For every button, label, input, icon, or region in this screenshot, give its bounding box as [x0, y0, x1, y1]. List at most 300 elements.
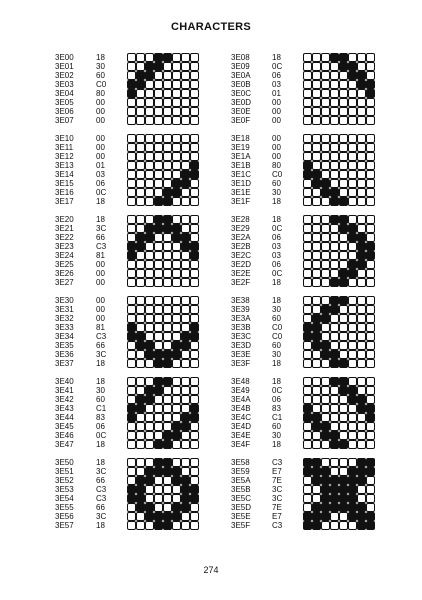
- pixel-off: [357, 377, 366, 386]
- pixel-off: [348, 431, 357, 440]
- hex-value: 30: [272, 305, 281, 314]
- address-label: 3E5A: [231, 476, 251, 485]
- pixel-on: [181, 170, 190, 179]
- pixel-on: [190, 170, 199, 179]
- hex-value: C3: [96, 485, 107, 494]
- pixel-off: [190, 197, 199, 206]
- pixel-off: [366, 332, 375, 341]
- pixel-off: [190, 476, 199, 485]
- pixel-off: [348, 80, 357, 89]
- pixel-on: [366, 404, 375, 413]
- address-label: 3E20: [55, 215, 74, 224]
- hex-value: 18: [96, 197, 105, 206]
- pixel-on: [348, 467, 357, 476]
- address-label: 3E00: [55, 53, 74, 62]
- pixel-off: [172, 98, 181, 107]
- pixel-off: [181, 404, 190, 413]
- pixel-off: [154, 413, 163, 422]
- pixel-off: [330, 332, 339, 341]
- pixel-off: [163, 341, 172, 350]
- pixel-off: [163, 107, 172, 116]
- pixel-on: [190, 404, 199, 413]
- pixel-off: [154, 260, 163, 269]
- pixel-off: [321, 359, 330, 368]
- hex-value: 00: [96, 152, 105, 161]
- pixel-off: [321, 260, 330, 269]
- pixel-off: [163, 260, 172, 269]
- pixel-off: [190, 116, 199, 125]
- pixel-on: [127, 323, 136, 332]
- hex-value: 00: [96, 98, 105, 107]
- pixel-off: [172, 89, 181, 98]
- address-label: 3E40: [55, 377, 74, 386]
- pixel-off: [190, 89, 199, 98]
- pixel-on: [330, 188, 339, 197]
- pixel-on: [136, 242, 145, 251]
- pixel-off: [348, 350, 357, 359]
- pixel-on: [172, 503, 181, 512]
- pixel-off: [321, 98, 330, 107]
- pixel-off: [366, 314, 375, 323]
- pixel-off: [181, 458, 190, 467]
- pixel-off: [330, 413, 339, 422]
- pixel-off: [348, 242, 357, 251]
- pixel-on: [154, 377, 163, 386]
- pixel-on: [348, 62, 357, 71]
- pixel-off: [330, 179, 339, 188]
- pixel-on: [321, 476, 330, 485]
- hex-value: 00: [272, 107, 281, 116]
- pixel-on: [145, 224, 154, 233]
- hex-value: 00: [96, 260, 105, 269]
- pixel-off: [330, 395, 339, 404]
- pixel-off: [312, 386, 321, 395]
- pixel-on: [321, 350, 330, 359]
- pixel-off: [154, 89, 163, 98]
- pixel-off: [357, 305, 366, 314]
- pixel-on: [145, 62, 154, 71]
- address-label: 3E4A: [231, 395, 251, 404]
- pixel-off: [348, 116, 357, 125]
- pixel-off: [330, 143, 339, 152]
- pixel-off: [330, 134, 339, 143]
- hex-value: C1: [272, 413, 283, 422]
- pixel-on: [172, 431, 181, 440]
- pixel-off: [145, 251, 154, 260]
- pixel-off: [330, 62, 339, 71]
- pixel-on: [154, 512, 163, 521]
- pixel-off: [145, 89, 154, 98]
- pixel-off: [303, 341, 312, 350]
- pixel-off: [330, 314, 339, 323]
- pixel-off: [339, 458, 348, 467]
- pixel-on: [154, 53, 163, 62]
- pixel-on: [312, 512, 321, 521]
- pixel-off: [145, 107, 154, 116]
- pixel-off: [154, 269, 163, 278]
- pixel-off: [172, 494, 181, 503]
- pixel-off: [136, 53, 145, 62]
- pixel-off: [154, 494, 163, 503]
- pixel-on: [181, 494, 190, 503]
- pixel-off: [127, 314, 136, 323]
- pixel-off: [127, 53, 136, 62]
- pixel-off: [303, 269, 312, 278]
- pixel-off: [163, 161, 172, 170]
- pixel-off: [163, 62, 172, 71]
- pixel-off: [366, 260, 375, 269]
- hex-value: 3C: [96, 350, 107, 359]
- pixel-on: [348, 503, 357, 512]
- pixel-off: [339, 89, 348, 98]
- pixel-off: [330, 251, 339, 260]
- pixel-off: [127, 269, 136, 278]
- pixel-off: [312, 359, 321, 368]
- address-label: 3E5D: [231, 503, 252, 512]
- hex-value: 00: [272, 116, 281, 125]
- pixel-off: [303, 143, 312, 152]
- pixel-off: [366, 197, 375, 206]
- address-label: 3E29: [231, 224, 250, 233]
- pixel-on: [163, 431, 172, 440]
- pixel-off: [145, 377, 154, 386]
- pixel-off: [136, 161, 145, 170]
- address-label: 3E55: [55, 503, 74, 512]
- address-label: 3E3F: [231, 359, 251, 368]
- pixel-on: [330, 440, 339, 449]
- pixel-off: [330, 341, 339, 350]
- pixel-on: [127, 413, 136, 422]
- pixel-off: [172, 485, 181, 494]
- pixel-off: [312, 197, 321, 206]
- pixel-off: [172, 116, 181, 125]
- pixel-off: [181, 53, 190, 62]
- pixel-off: [145, 116, 154, 125]
- pixel-off: [348, 323, 357, 332]
- pixel-off: [145, 494, 154, 503]
- pixel-off: [172, 386, 181, 395]
- pixel-on: [339, 485, 348, 494]
- pixel-off: [348, 98, 357, 107]
- hex-value: E7: [272, 512, 282, 521]
- hex-value: 18: [96, 377, 105, 386]
- pixel-on: [136, 80, 145, 89]
- pixel-off: [136, 107, 145, 116]
- pixel-off: [181, 314, 190, 323]
- pixel-on: [154, 440, 163, 449]
- pixel-off: [136, 512, 145, 521]
- pixel-off: [312, 485, 321, 494]
- pixel-off: [303, 503, 312, 512]
- pixel-off: [172, 215, 181, 224]
- pixel-off: [181, 359, 190, 368]
- pixel-off: [339, 404, 348, 413]
- pixel-off: [321, 440, 330, 449]
- pixel-off: [181, 215, 190, 224]
- pixel-on: [357, 80, 366, 89]
- pixel-off: [172, 521, 181, 530]
- pixel-off: [366, 422, 375, 431]
- pixel-on: [127, 494, 136, 503]
- pixel-off: [348, 359, 357, 368]
- pixel-off: [145, 269, 154, 278]
- pixel-on: [190, 494, 199, 503]
- pixel-off: [190, 233, 199, 242]
- pixel-off: [127, 431, 136, 440]
- pixel-off: [339, 431, 348, 440]
- pixel-off: [348, 215, 357, 224]
- hex-value: 00: [272, 152, 281, 161]
- pixel-off: [181, 152, 190, 161]
- pixel-on: [312, 314, 321, 323]
- pixel-off: [321, 215, 330, 224]
- hex-value: 18: [272, 197, 281, 206]
- address-label: 3E3D: [231, 341, 252, 350]
- hex-value: 03: [272, 80, 281, 89]
- pixel-off: [172, 170, 181, 179]
- pixel-off: [181, 296, 190, 305]
- pixel-off: [136, 269, 145, 278]
- pixel-on: [312, 179, 321, 188]
- pixel-on: [136, 404, 145, 413]
- pixel-off: [321, 521, 330, 530]
- pixel-off: [339, 251, 348, 260]
- pixel-off: [127, 503, 136, 512]
- hex-value: 00: [96, 296, 105, 305]
- pixel-off: [181, 134, 190, 143]
- pixel-on: [127, 332, 136, 341]
- address-label: 3E4E: [231, 431, 251, 440]
- pixel-on: [127, 485, 136, 494]
- pixel-off: [321, 296, 330, 305]
- pixel-off: [163, 116, 172, 125]
- pixel-off: [312, 494, 321, 503]
- pixel-on: [357, 458, 366, 467]
- pixel-off: [357, 89, 366, 98]
- address-label: 3E0C: [231, 89, 252, 98]
- pixel-off: [127, 71, 136, 80]
- pixel-off: [312, 296, 321, 305]
- address-label: 3E35: [55, 341, 74, 350]
- address-label: 3E30: [55, 296, 74, 305]
- hex-value: 00: [96, 314, 105, 323]
- pixel-off: [312, 305, 321, 314]
- pixel-off: [145, 278, 154, 287]
- address-label: 3E17: [55, 197, 74, 206]
- pixel-off: [330, 152, 339, 161]
- pixel-off: [145, 53, 154, 62]
- pixel-off: [145, 314, 154, 323]
- pixel-on: [303, 512, 312, 521]
- pixel-off: [145, 197, 154, 206]
- pixel-off: [136, 152, 145, 161]
- pixel-off: [348, 89, 357, 98]
- pixel-off: [190, 521, 199, 530]
- pixel-off: [339, 332, 348, 341]
- pixel-off: [136, 422, 145, 431]
- pixel-off: [172, 251, 181, 260]
- pixel-on: [348, 494, 357, 503]
- pixel-on: [145, 467, 154, 476]
- pixel-on: [181, 413, 190, 422]
- pixel-off: [145, 521, 154, 530]
- pixel-on: [154, 458, 163, 467]
- pixel-off: [163, 296, 172, 305]
- pixel-off: [321, 116, 330, 125]
- pixel-off: [312, 224, 321, 233]
- pixel-off: [366, 215, 375, 224]
- pixel-off: [154, 485, 163, 494]
- pixel-off: [366, 233, 375, 242]
- pixel-off: [190, 269, 199, 278]
- pixel-off: [348, 170, 357, 179]
- pixel-off: [357, 422, 366, 431]
- pixel-on: [181, 242, 190, 251]
- pixel-off: [127, 476, 136, 485]
- pixel-off: [303, 395, 312, 404]
- pixel-off: [348, 107, 357, 116]
- pixel-on: [303, 323, 312, 332]
- address-label: 3E03: [55, 80, 74, 89]
- address-label: 3E32: [55, 314, 74, 323]
- pixel-on: [366, 80, 375, 89]
- address-label: 3E1B: [231, 161, 251, 170]
- address-label: 3E0A: [231, 71, 251, 80]
- pixel-off: [154, 395, 163, 404]
- pixel-on: [339, 224, 348, 233]
- pixel-off: [145, 296, 154, 305]
- pixel-off: [181, 62, 190, 71]
- pixel-on: [172, 350, 181, 359]
- hex-value: 60: [272, 341, 281, 350]
- pixel-on: [163, 188, 172, 197]
- pixel-on: [172, 341, 181, 350]
- pixel-off: [136, 431, 145, 440]
- pixel-off: [303, 350, 312, 359]
- pixel-on: [181, 503, 190, 512]
- pixel-off: [145, 161, 154, 170]
- pixel-off: [181, 260, 190, 269]
- pixel-off: [154, 107, 163, 116]
- pixel-off: [127, 395, 136, 404]
- address-label: 3E5F: [231, 521, 251, 530]
- hex-value: 18: [96, 521, 105, 530]
- pixel-off: [145, 323, 154, 332]
- pixel-off: [154, 80, 163, 89]
- pixel-off: [127, 188, 136, 197]
- pixel-off: [330, 89, 339, 98]
- pixel-off: [366, 386, 375, 395]
- pixel-on: [163, 467, 172, 476]
- hex-value: 7E: [272, 503, 282, 512]
- pixel-off: [163, 170, 172, 179]
- pixel-on: [348, 395, 357, 404]
- hex-value: 3C: [96, 512, 107, 521]
- hex-value: 00: [96, 305, 105, 314]
- pixel-off: [357, 440, 366, 449]
- pixel-off: [154, 314, 163, 323]
- pixel-off: [330, 521, 339, 530]
- pixel-off: [145, 404, 154, 413]
- pixel-on: [303, 161, 312, 170]
- address-label: 3E41: [55, 386, 74, 395]
- pixel-off: [303, 80, 312, 89]
- hex-value: 00: [96, 269, 105, 278]
- address-label: 3E2C: [231, 251, 252, 260]
- pixel-off: [163, 386, 172, 395]
- hex-value: 80: [272, 161, 281, 170]
- pixel-off: [127, 296, 136, 305]
- pixel-off: [366, 431, 375, 440]
- pixel-off: [172, 458, 181, 467]
- pixel-off: [190, 134, 199, 143]
- address-label: 3E07: [55, 116, 74, 125]
- pixel-on: [154, 386, 163, 395]
- address-label: 3E4B: [231, 404, 251, 413]
- pixel-off: [136, 224, 145, 233]
- pixel-off: [127, 107, 136, 116]
- pixel-off: [348, 458, 357, 467]
- pixel-off: [172, 305, 181, 314]
- address-label: 3E12: [55, 152, 74, 161]
- pixel-off: [348, 251, 357, 260]
- pixel-off: [145, 413, 154, 422]
- pixel-off: [163, 413, 172, 422]
- pixel-off: [163, 152, 172, 161]
- pixel-on: [330, 431, 339, 440]
- hex-value: C0: [272, 323, 283, 332]
- pixel-on: [366, 512, 375, 521]
- pixel-off: [312, 188, 321, 197]
- pixel-off: [357, 332, 366, 341]
- pixel-on: [321, 179, 330, 188]
- pixel-on: [348, 260, 357, 269]
- pixel-off: [303, 260, 312, 269]
- pixel-on: [136, 341, 145, 350]
- hex-value: 66: [96, 341, 105, 350]
- pixel-off: [181, 377, 190, 386]
- pixel-on: [330, 278, 339, 287]
- pixel-off: [330, 242, 339, 251]
- address-label: 3E3A: [231, 314, 251, 323]
- pixel-off: [312, 71, 321, 80]
- pixel-off: [136, 350, 145, 359]
- pixel-off: [312, 62, 321, 71]
- pixel-off: [145, 179, 154, 188]
- pixel-off: [172, 197, 181, 206]
- pixel-off: [366, 53, 375, 62]
- pixel-off: [321, 233, 330, 242]
- pixel-off: [136, 143, 145, 152]
- pixel-off: [136, 89, 145, 98]
- address-label: 3E25: [55, 260, 74, 269]
- pixel-on: [339, 278, 348, 287]
- pixel-off: [145, 422, 154, 431]
- pixel-off: [348, 413, 357, 422]
- pixel-off: [312, 152, 321, 161]
- address-label: 3E0D: [231, 98, 252, 107]
- pixel-off: [330, 467, 339, 476]
- pixel-off: [181, 269, 190, 278]
- pixel-on: [348, 71, 357, 80]
- pixel-on: [339, 269, 348, 278]
- pixel-off: [312, 215, 321, 224]
- pixel-off: [303, 197, 312, 206]
- address-label: 3E48: [231, 377, 250, 386]
- pixel-off: [357, 188, 366, 197]
- pixel-on: [303, 404, 312, 413]
- pixel-off: [163, 242, 172, 251]
